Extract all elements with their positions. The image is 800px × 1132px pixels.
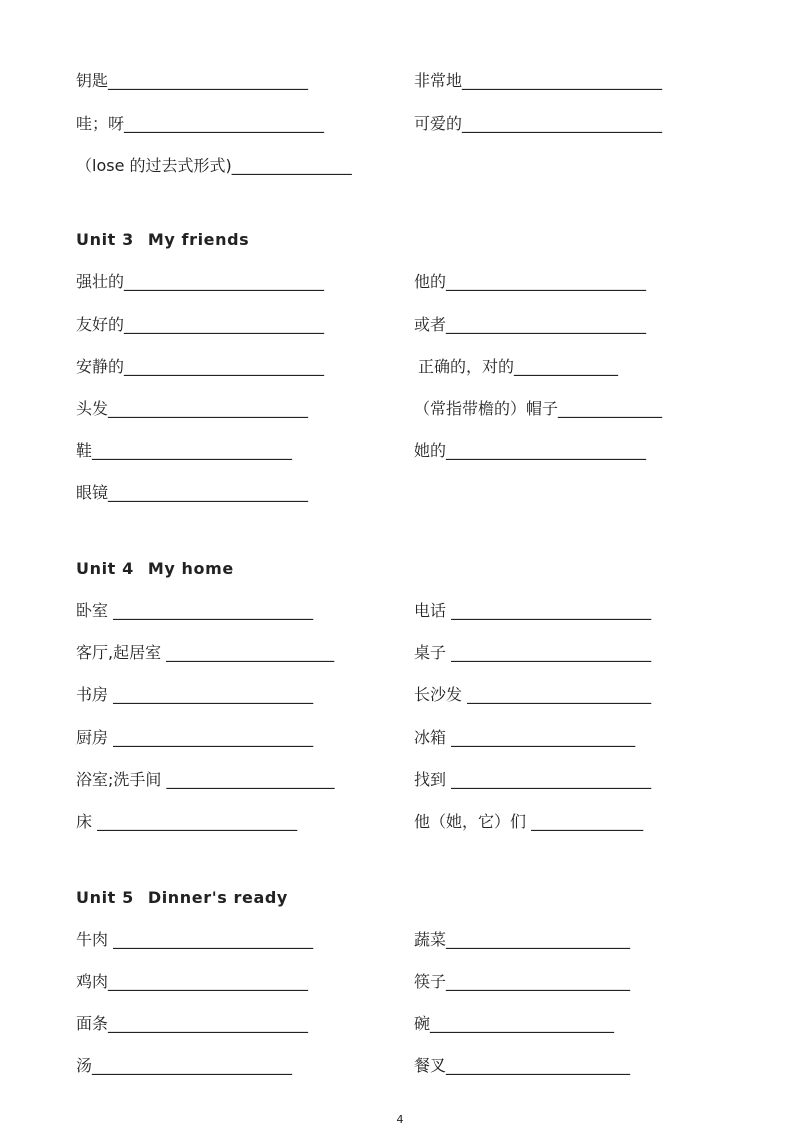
vocab-line: 卧室 _________________________ bbox=[76, 601, 314, 620]
unit-number: Unit 5 bbox=[76, 888, 134, 907]
unit-number: Unit 3 bbox=[76, 230, 134, 249]
vocab-line: 碗_______________________ bbox=[414, 1014, 615, 1033]
vocab-line: 床 _________________________ bbox=[76, 812, 298, 831]
unit-heading bbox=[76, 559, 234, 579]
vocab-line: 找到 _________________________ bbox=[414, 770, 652, 789]
vocab-line: 浴室;洗手间 _____________________ bbox=[76, 770, 335, 789]
vocab-line: 哇；呀_________________________ bbox=[76, 114, 325, 133]
unit-title: My friends bbox=[147, 230, 250, 249]
vocab-line: 钥匙_________________________ bbox=[76, 71, 309, 90]
vocab-line: 友好的_________________________ bbox=[76, 315, 325, 334]
vocab-line: 冰箱 _______________________ bbox=[414, 728, 636, 747]
unit-title: Dinner's ready bbox=[147, 888, 288, 907]
vocab-line: 眼镜_________________________ bbox=[76, 483, 309, 502]
vocab-line: （lose 的过去式形式)_______________ bbox=[76, 156, 352, 175]
unit-title: My home bbox=[147, 559, 234, 578]
unit-heading bbox=[76, 888, 288, 908]
vocab-line: 汤_________________________ bbox=[76, 1056, 293, 1075]
vocab-line: 电话 _________________________ bbox=[414, 601, 652, 620]
vocab-line: 她的_________________________ bbox=[414, 441, 647, 460]
vocab-line: 或者_________________________ bbox=[414, 315, 647, 334]
vocab-line: 正确的，对的_____________ bbox=[418, 357, 619, 376]
vocab-line: 鸡肉_________________________ bbox=[76, 972, 309, 991]
unit-heading bbox=[76, 230, 249, 250]
vocab-line: 书房 _________________________ bbox=[76, 685, 314, 704]
vocab-line: 蔬菜_______________________ bbox=[414, 930, 631, 949]
page-number: 4 bbox=[396, 1113, 404, 1126]
vocab-line: （常指带檐的）帽子_____________ bbox=[414, 399, 663, 418]
unit-number: Unit 4 bbox=[76, 559, 134, 578]
vocab-line: 面条_________________________ bbox=[76, 1014, 309, 1033]
vocab-line: 餐叉_______________________ bbox=[414, 1056, 631, 1075]
vocab-line: 可爱的_________________________ bbox=[414, 114, 663, 133]
vocab-line: 桌子 _________________________ bbox=[414, 643, 652, 662]
vocab-line: 牛肉 _________________________ bbox=[76, 930, 314, 949]
vocab-line: 头发_________________________ bbox=[76, 399, 309, 418]
vocab-line: 鞋_________________________ bbox=[76, 441, 293, 460]
vocab-line: 筷子_______________________ bbox=[414, 972, 631, 991]
vocab-line: 客厅,起居室 _____________________ bbox=[76, 643, 335, 662]
vocab-line: 长沙发 _______________________ bbox=[414, 685, 652, 704]
vocab-line: 非常地_________________________ bbox=[414, 71, 663, 90]
vocab-line: 他的_________________________ bbox=[414, 272, 647, 291]
vocab-line: 厨房 _________________________ bbox=[76, 728, 314, 747]
vocab-line: 他（她，它）们 ______________ bbox=[414, 812, 644, 831]
vocab-line: 安静的_________________________ bbox=[76, 357, 325, 376]
vocab-line: 强壮的_________________________ bbox=[76, 272, 325, 291]
